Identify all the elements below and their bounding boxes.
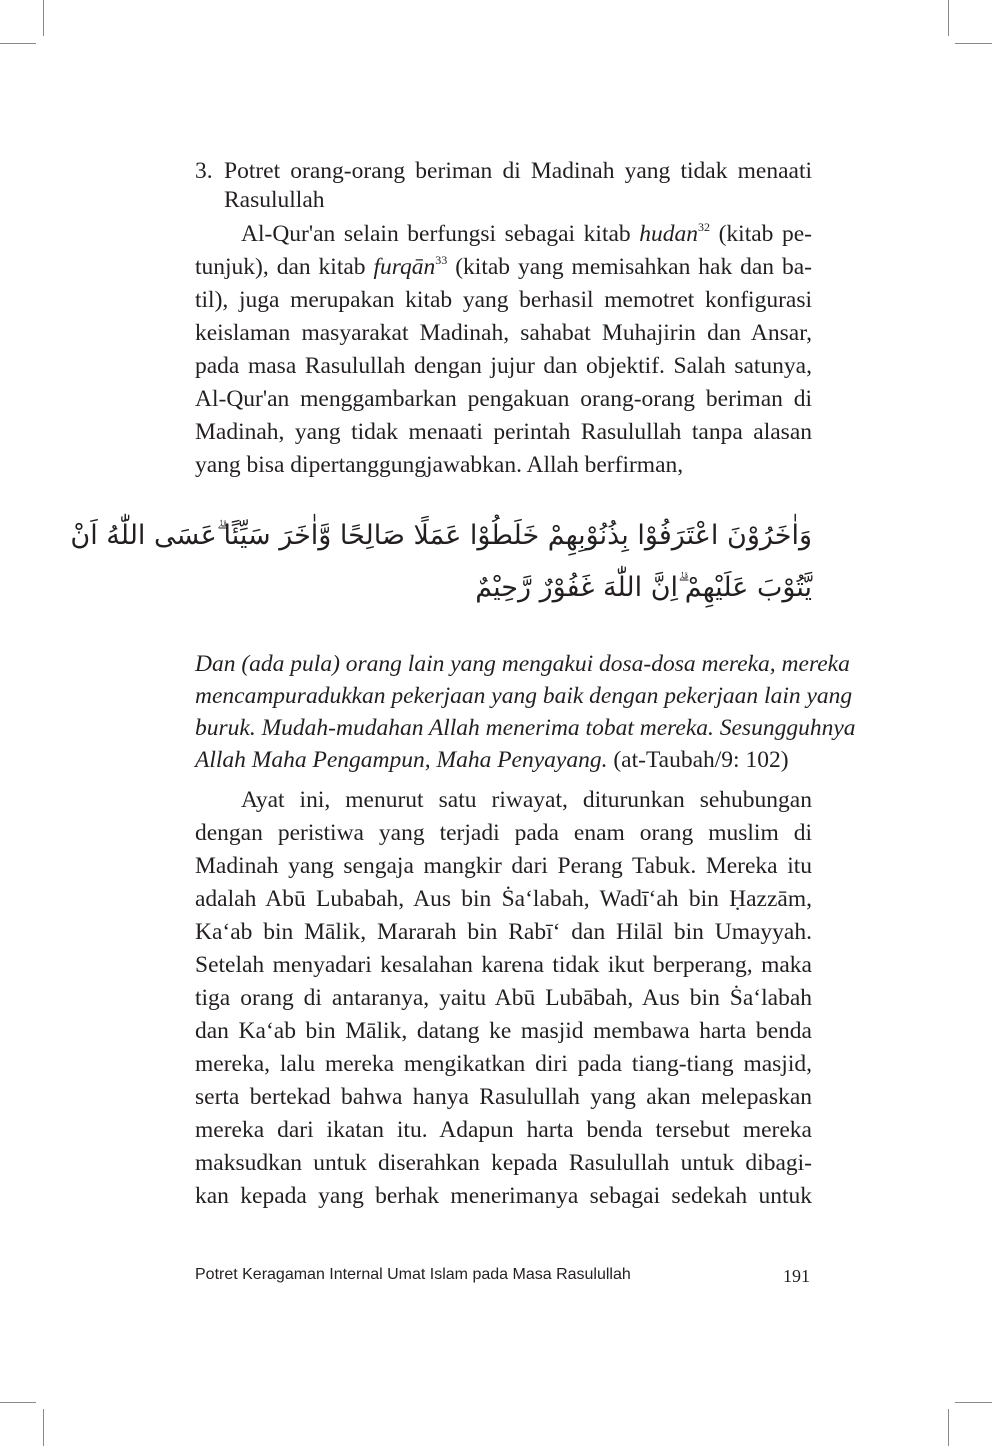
- crop-mark-top-right-v: [948, 0, 949, 36]
- translation-line: mencampuradukkan pekerjaan yang baik dengan pekerjaan lain yang: [195, 683, 853, 709]
- crop-mark-bottom-left-h: [0, 1402, 36, 1403]
- translation-line: buruk. Mudah-mudahan Allah menerima tobat mereka. Sesungguhnya: [195, 715, 856, 741]
- page-footer: [195, 1266, 812, 1284]
- paragraph-line: Al-Qur'an menggambarkan pengakuan orang-orang beriman di: [195, 386, 812, 412]
- crop-mark-bottom-left-v: [43, 1409, 44, 1446]
- paragraph-line: keislaman masyarakat Madinah, sahabat Muhajirin dan Ansar,: [195, 320, 812, 346]
- crop-mark-top-right-h: [955, 43, 992, 44]
- translation-line: Allah Maha Pengampun, Maha Penyayang. (at-Taubah/9: 102): [195, 747, 789, 773]
- paragraph-line: Ka‘ab bin Mālik, Mararah bin Rabī‘ dan Hilāl bin Umayyah.: [195, 919, 812, 945]
- term-furqan: furqān: [373, 254, 436, 280]
- paragraph-line: pada masa Rasulullah dengan jujur dan objektif. Salah satunya,: [195, 353, 812, 379]
- term-hudan: hudan: [639, 221, 698, 247]
- paragraph-line: Madinah, yang tidak menaati perintah Rasulullah tanpa alasan: [195, 419, 812, 445]
- paragraph-line: Madinah yang sengaja mangkir dari Perang Tabuk. Mereka itu: [195, 853, 812, 879]
- paragraph-line: Al-Qur'an selain berfungsi sebagai kitab hudan$^{32}$ (kitab pe-: [241, 220, 812, 247]
- page-number: 191: [783, 1266, 810, 1286]
- running-title: Potret Keragaman Internal Umat Islam pada Masa Rasulullah: [195, 1266, 631, 1283]
- crop-mark-bottom-right-h: [955, 1402, 992, 1403]
- arabic-verse-line: وَاٰخَرُوْنَ اعْتَرَفُوْا بِذُنُوْبِهِمْ خَلَطُوْا عَمَلًا صَالِحًا وَّاٰخَرَ سَيِّئًا ۗعَسَى اللّٰهُ اَنْ: [70, 520, 812, 551]
- footnote-ref[interactable]: 32: [698, 220, 710, 234]
- paragraph-line: Ayat ini, menurut satu riwayat, diturunkan sehubungan: [241, 787, 812, 813]
- paragraph-line: mereka, lalu mereka mengikatkan diri pada tiang-tiang masjid,: [195, 1051, 812, 1077]
- paragraph-line: til), juga merupakan kitab yang berhasil memotret konfigurasi: [195, 287, 812, 313]
- verse-reference: (at-Taubah/9: 102): [607, 747, 789, 773]
- heading-line: Potret orang-orang beriman di Madinah yang tidak menaati: [224, 158, 812, 184]
- paragraph-line: Setelah menyadari kesalahan karena tidak ikut berperang, maka: [195, 952, 812, 978]
- paragraph-line: tunjuk), dan kitab furqān$^{33}$ (kitab yang memisahkan hak dan ba-: [195, 253, 812, 280]
- footnote-ref[interactable]: 33: [435, 253, 448, 267]
- translation-line: Dan (ada pula) orang lain yang mengakui dosa-dosa mereka, mereka: [195, 651, 850, 677]
- heading-line: Rasulullah: [224, 187, 325, 213]
- paragraph-line: mereka dari ikatan itu. Adapun harta benda tersebut mereka: [195, 1117, 812, 1143]
- crop-mark-top-left-h: [0, 43, 36, 44]
- paragraph-line: dan Ka‘ab bin Mālik, datang ke masjid membawa harta benda: [195, 1018, 812, 1044]
- paragraph-line: maksudkan untuk diserahkan kepada Rasulullah untuk dibagi-: [195, 1150, 812, 1176]
- paragraph-line: adalah Abū Lubabah, Aus bin Ṡa‘labah, Wadī‘ah bin Ḥazzām,: [195, 886, 812, 912]
- paragraph-line: tiga orang di antaranya, yaitu Abū Lubābah, Aus bin Ṡa‘labah: [195, 985, 812, 1011]
- paragraph-line: dengan peristiwa yang terjadi pada enam orang muslim di: [195, 820, 812, 846]
- arabic-verse-line: يَّتُوْبَ عَلَيْهِمْ ۗاِنَّ اللّٰهَ غَفُوْرٌ رَّحِيْمٌ: [475, 572, 812, 603]
- paragraph-line: kan kepada yang berhak menerimanya sebagai sedekah untuk: [195, 1183, 812, 1209]
- paragraph-line: serta bertekad bahwa hanya Rasulullah yang akan melepaskan: [195, 1084, 812, 1110]
- crop-mark-top-left-v: [43, 0, 44, 36]
- crop-mark-bottom-right-v: [948, 1409, 949, 1446]
- section-number: 3.: [195, 158, 213, 184]
- paragraph-line: yang bisa dipertanggungjawabkan. Allah berfirman,: [195, 452, 684, 478]
